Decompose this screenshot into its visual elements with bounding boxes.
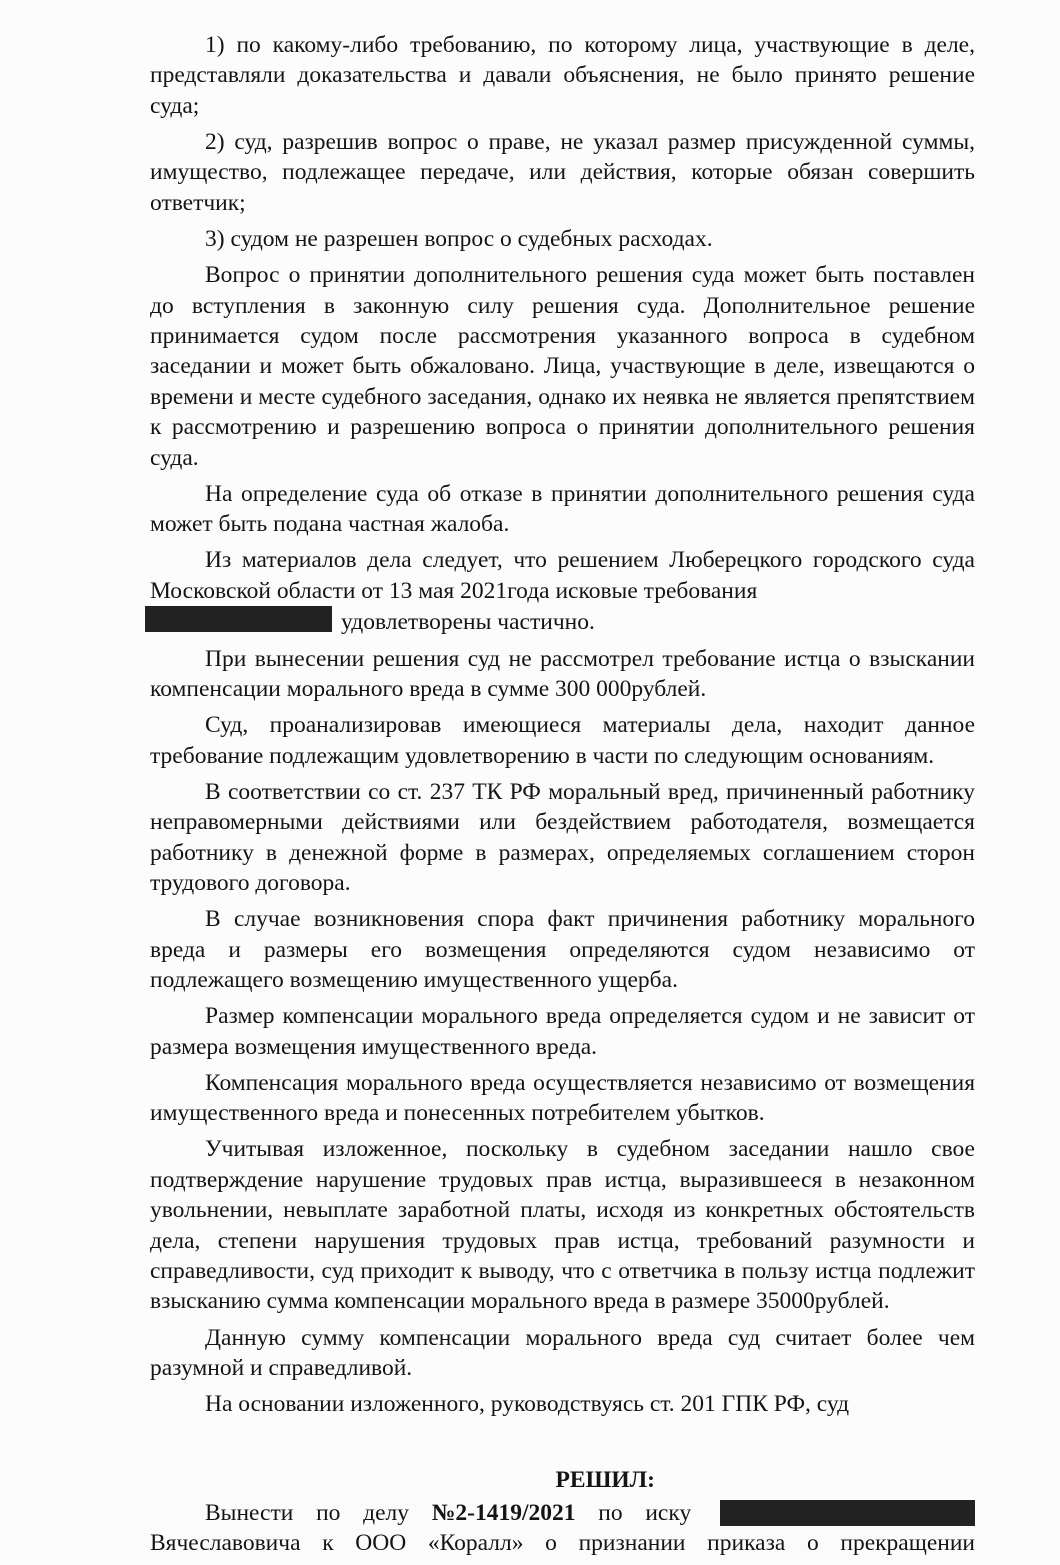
decision-prefix: Вынести bbox=[205, 1500, 294, 1527]
paragraph-14: Данную сумму компенсации морального вреда суд считает более чем разумной и справедливой. bbox=[150, 1324, 975, 1382]
decision-word-2: делу bbox=[363, 1500, 410, 1527]
paragraph-6-tail: удовлетворены частично. bbox=[341, 609, 595, 636]
case-number: №2-1419/2021 bbox=[431, 1500, 576, 1527]
decision-first-line bbox=[150, 1498, 975, 1528]
decision-title: РЕШИЛ: bbox=[555, 1466, 655, 1493]
redacted-plaintiff-name-2 bbox=[720, 1500, 975, 1526]
decision-word-3: по bbox=[598, 1500, 623, 1527]
paragraph-2: 2) суд, разрешив вопрос о праве, не указал размер присужденной суммы, имущество, подлежащее передаче, или действия, которые обязан совершить ответчик; bbox=[150, 129, 975, 216]
paragraph-4: Вопрос о принятии дополнительного решения суда может быть поставлен до вступления в законную силу решения суда. Дополнительное решение принимается судом после рассмотрения указанного вопроса в судебном заседании и может быть обжаловано. Лица, участвующие в деле, извещаются о времени и месте судебного заседания, однако их неявка не является препятствием к рассмотрению и разрешению вопроса о принятии дополнительного решения суда. bbox=[150, 262, 975, 471]
paragraph-6: Из материалов дела следует, что решением Люберецкого городского суда Московской области от 13 мая 2021года исковые требования bbox=[150, 547, 975, 604]
paragraph-6-continuation bbox=[150, 606, 975, 637]
paragraph-15: На основании изложенного, руководствуясь ст. 201 ГПК РФ, суд bbox=[205, 1391, 850, 1418]
document-body bbox=[150, 30, 975, 1565]
decision-word-1: по bbox=[316, 1500, 341, 1527]
redacted-plaintiff-name bbox=[145, 606, 332, 632]
paragraph-1: 1) по какому-либо требованию, по которому лица, участвующие в деле, представляли доказательства и давали объяснения, не было принято решение суда; bbox=[150, 32, 975, 119]
paragraph-3: 3) судом не разрешен вопрос о судебных расходах. bbox=[205, 226, 713, 253]
paragraph-10: В случае возникновения спора факт причинения работнику морального вреда и размеры его возмещения определяются судом независимо от подлежащего возмещению имущественного ущерба. bbox=[150, 906, 975, 993]
paragraph-7: При вынесении решения суд не рассмотрел требование истца о взыскании компенсации морального вреда в сумме 300 000рублей. bbox=[150, 645, 975, 702]
paragraph-5: На определение суда об отказе в принятии дополнительного решения суда может быть подана частная жалоба. bbox=[150, 480, 975, 538]
paragraph-13: Учитывая изложенное, поскольку в судебном заседании нашло свое подтверждение нарушение трудовых прав истца, выразившееся в незаконном увольнении, невыплате заработной платы, исходя из конкретных обстоятельств дела, степени нарушения трудовых прав истца, требований разумности и справедливости, суд приходит к выводу, что с ответчика в пользу истца подлежит взысканию сумма компенсации морального вреда в размере 35000рублей. bbox=[150, 1136, 975, 1315]
decision-word-4: иску bbox=[645, 1500, 692, 1527]
decision-continuation: Вячеславовича к ООО «Коралл» о признании приказа о прекращении bbox=[150, 1530, 975, 1557]
paragraph-9: В соответствии со ст. 237 ТК РФ моральный вред, причиненный работнику неправомерными действиями или бездействием работодателя, возмещается работнику в денежной форме в размерах, определяемых соглашением сторон трудового договора. bbox=[150, 778, 975, 896]
paragraph-11: Размер компенсации морального вреда определяется судом и не зависит от размера возмещения имущественного вреда. bbox=[150, 1003, 975, 1060]
paragraph-8: Суд, проанализировав имеющиеся материалы дела, находит данное требование подлежащим удовлетворению в части по следующим основаниям. bbox=[150, 712, 975, 769]
paragraph-12: Компенсация морального вреда осуществляется независимо от возмещения имущественного вреда и понесенных потребителем убытков. bbox=[150, 1069, 975, 1127]
